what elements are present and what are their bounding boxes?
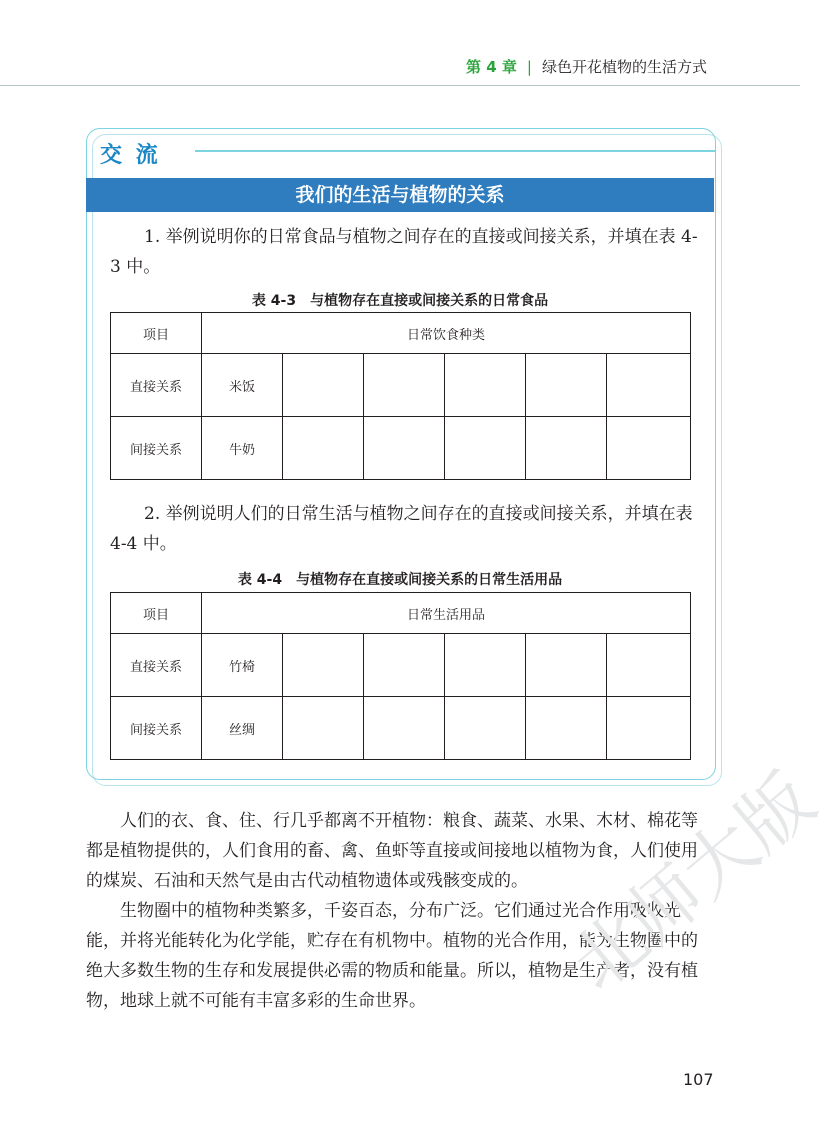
header-category: 日常生活用品 [202,593,691,634]
cell-example: 丝绸 [202,697,283,760]
cell-example: 竹椅 [202,634,283,697]
row-label-indirect: 间接关系 [111,697,202,760]
blank-cell [283,354,364,417]
blank-cell [526,634,607,697]
question-1: 1. 举例说明你的日常食品与植物之间存在的直接或间接关系，并填在表 4-3 中。 [110,227,698,277]
panel-banner: 我们的生活与植物的关系 [86,178,714,212]
table-4-4-caption: 表 4-4 与植物存在直接或间接关系的日常生活用品 [237,572,563,588]
chapter-number: 第 4 章 [466,58,517,76]
blank-cell [364,697,445,760]
panel-tab-line [195,150,715,152]
blank-cell [445,417,526,480]
row-label-direct: 直接关系 [111,354,202,417]
blank-cell [283,417,364,480]
body-paragraph-1: 人们的衣、食、住、行几乎都离不开植物：粮食、蔬菜、水果、木材、棉花等都是植物提供的，人们食用的畜、禽、鱼虾等直接或间接地以植物为食，人们使用的煤炭、石油和天然气是由古代动植物遗体或残骸变成的。 [86,811,698,891]
blank-cell [364,354,445,417]
running-header [466,56,707,77]
blank-cell [526,354,607,417]
blank-cell [607,354,691,417]
body-paragraph-2: 生物圈中的植物种类繁多，千姿百态，分布广泛。它们通过光合作用吸收光能，并将光能转化为化学能，贮存在有机物中。植物的光合作用，能为生物圈中的绝大多数生物的生存和发展提供必需的物质和能量。所以，植物是生产者，没有植物，地球上就不可能有丰富多彩的生命世界。 [86,901,698,1011]
chapter-title: 绿色开花植物的生活方式 [541,58,707,76]
header-item: 项目 [111,313,202,354]
blank-cell [526,697,607,760]
blank-cell [445,354,526,417]
blank-cell [607,634,691,697]
question-2: 2. 举例说明人们的日常生活与植物之间存在的直接或间接关系，并填在表 4-4 中。 [110,504,693,554]
row-label-direct: 直接关系 [111,634,202,697]
panel-tag: 交 流 [100,142,161,168]
table-4-3 [110,312,691,480]
blank-cell [283,697,364,760]
blank-cell [445,634,526,697]
row-label-indirect: 间接关系 [111,417,202,480]
blank-cell [283,634,364,697]
cell-example: 米饭 [202,354,283,417]
blank-cell [607,697,691,760]
table-4-4 [110,592,691,760]
publisher-watermark: 北师大版 [555,757,830,1007]
blank-cell [526,417,607,480]
blank-cell [364,634,445,697]
blank-cell [607,417,691,480]
blank-cell [445,697,526,760]
header-category: 日常饮食种类 [202,313,691,354]
header-separator: | [526,58,532,76]
table-4-3-caption: 表 4-3 与植物存在直接或间接关系的日常食品 [251,293,549,309]
header-item: 项目 [111,593,202,634]
blank-cell [364,417,445,480]
page-number: 107 [683,1070,714,1089]
cell-example: 牛奶 [202,417,283,480]
header-rule [0,85,800,86]
